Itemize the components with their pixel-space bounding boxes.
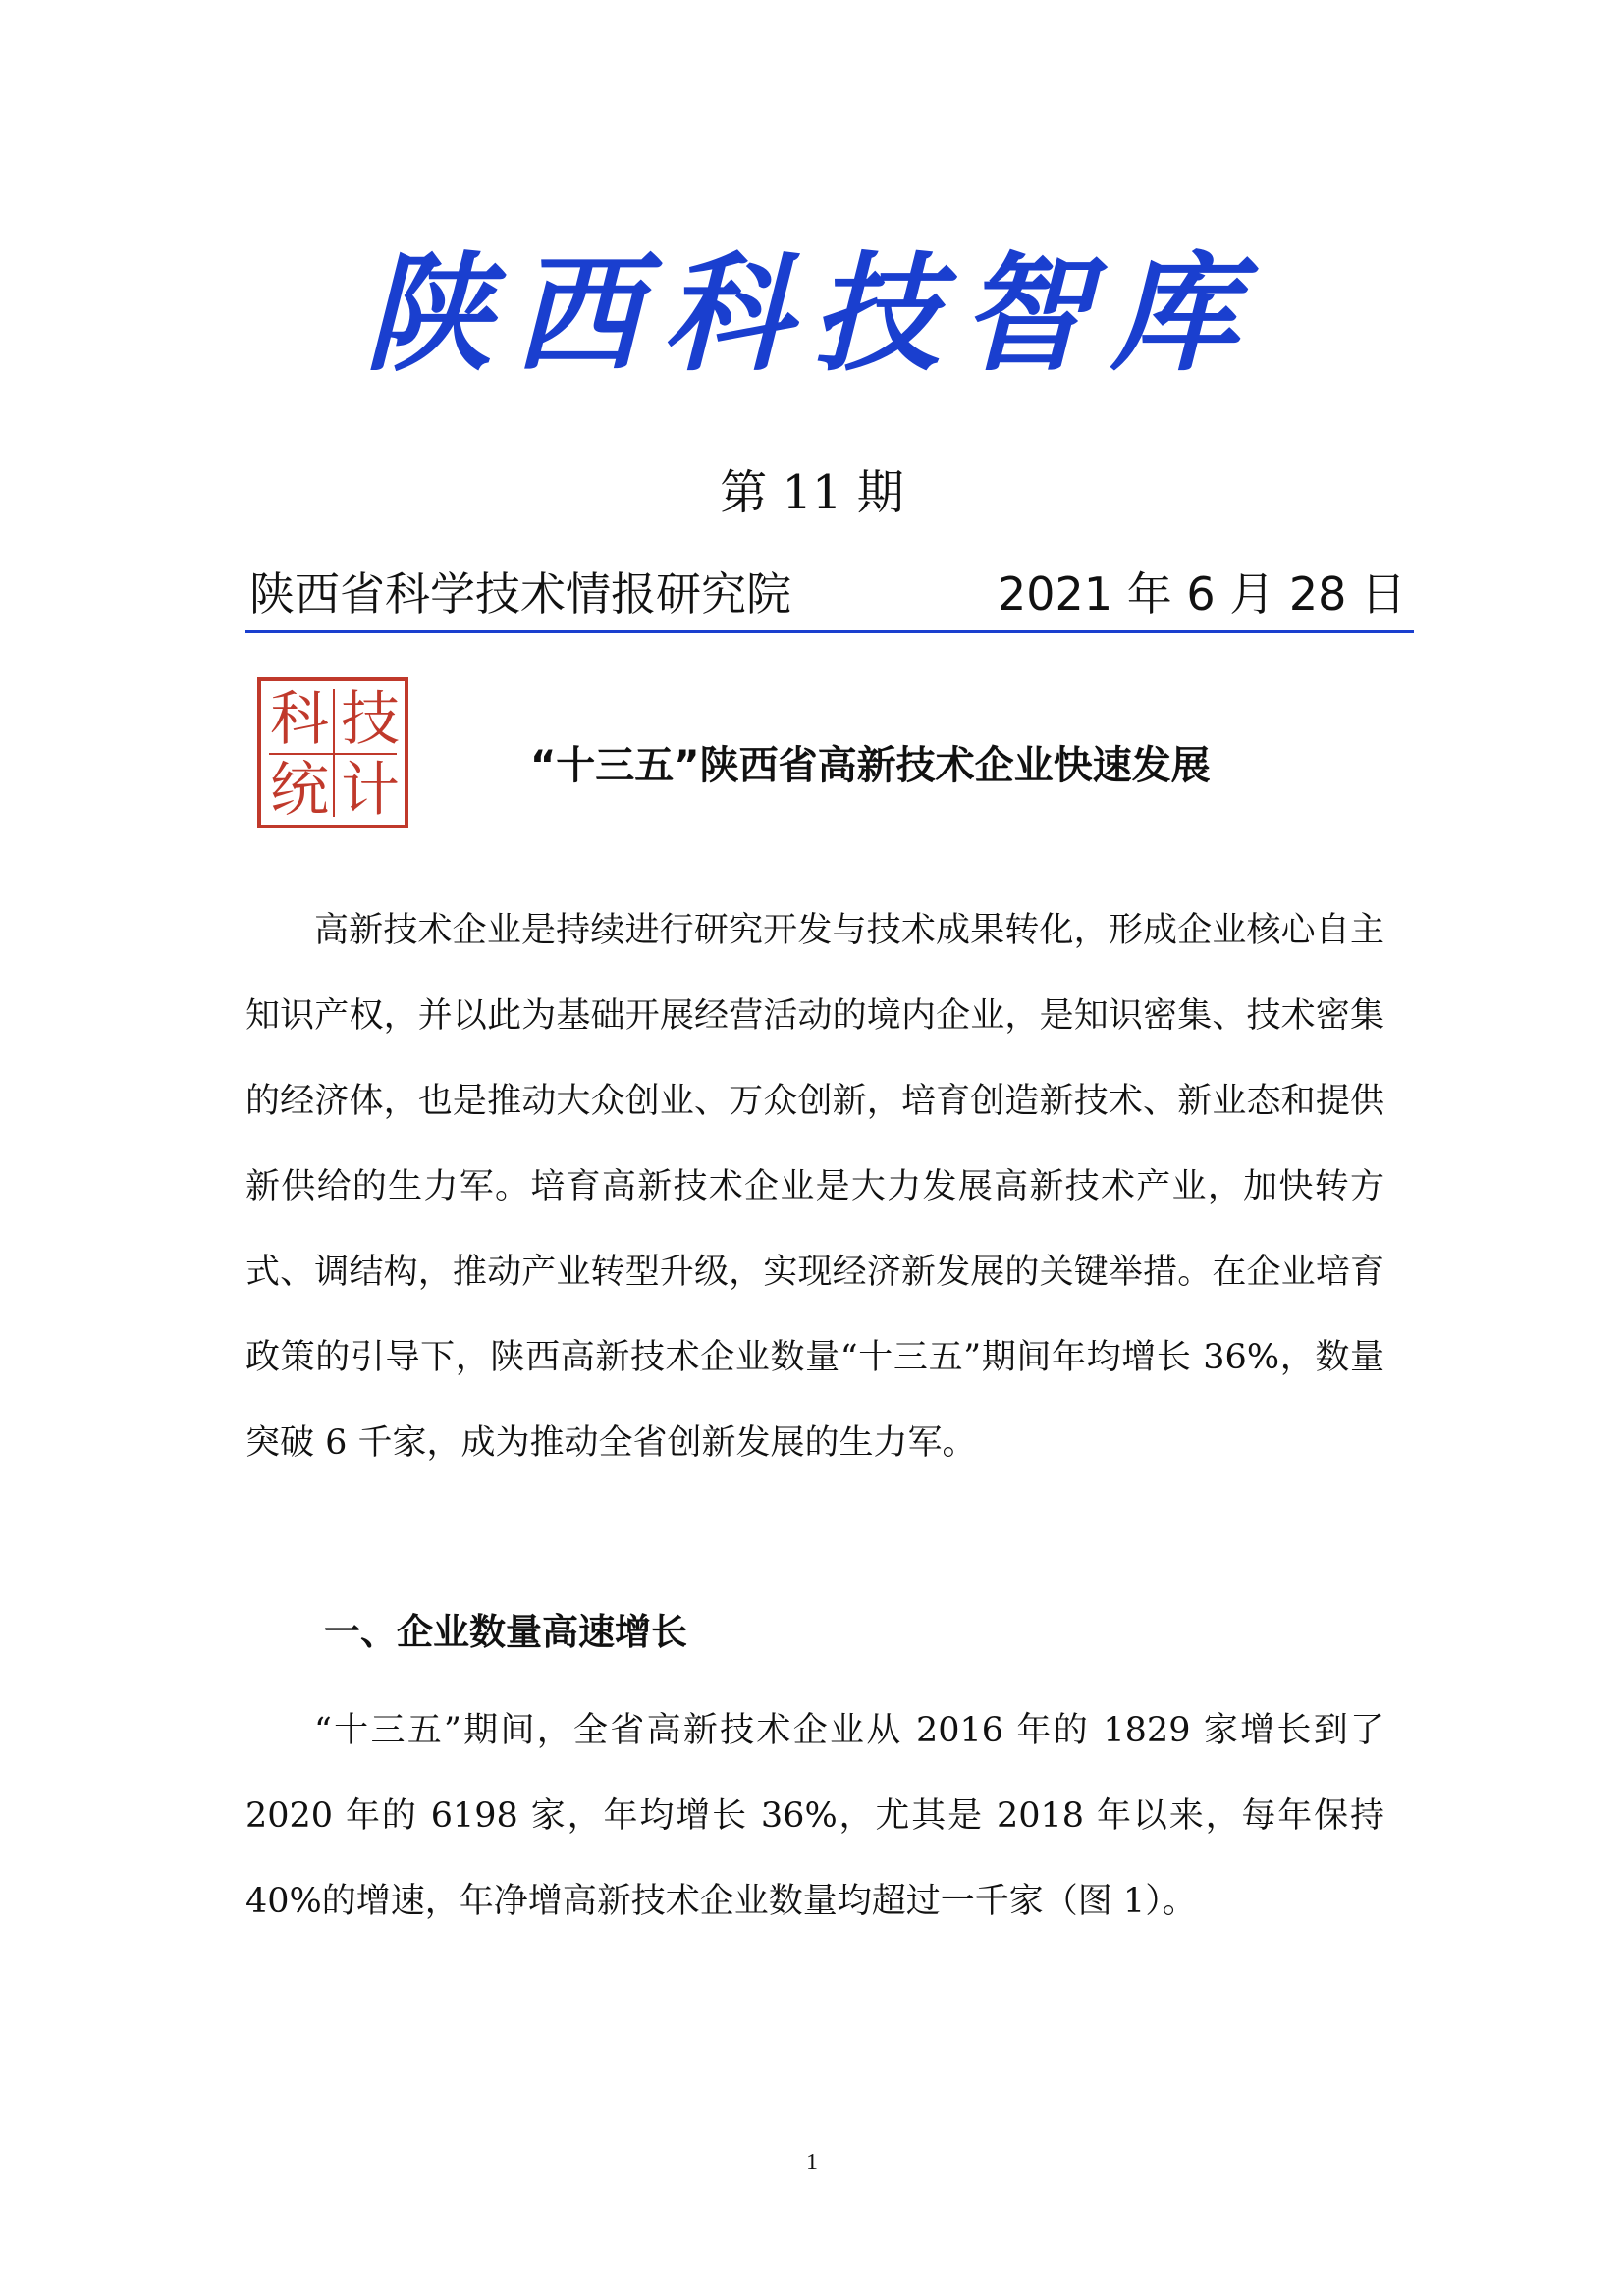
issue-number: 第 11 期 (720, 465, 904, 520)
stamp-char: 计 (341, 756, 400, 825)
body-paragraph-growth: “十三五”期间，全省高新技术企业从 2016 年的 1829 家增长到了 2020 年的 6198 家，年均增长 36%，尤其是 2018 年以来，每年保持 40%的增速，年净增高新技术企业数量均超过一千家（图 1）。 (245, 1711, 1384, 1921)
stamp-char: 技 (341, 685, 400, 754)
stamp-char: 科 (270, 685, 329, 754)
body-paragraph-intro: 高新技术企业是持续进行研究开发与技术成果转化，形成企业核心自主知识产权，并以此为基础开展经营活动的境内企业，是知识密集、技术密集的经济体，也是推动大众创业、万众创新，培育创造新技术、新业态和提供新供给的生力军。培育高新技术企业是大力发展高新技术产业，加快转方式、调结构，推动产业转型升级，实现经济新发展的关键举措。在企业培育政策的引导下，陕西高新技术企业数量“十三五”期间年均增长 36%，数量突破 6 千家，成为推动全省创新发展的生力军。 (245, 911, 1384, 1463)
header-line (245, 564, 1410, 623)
publish-date: 2021 年 6 月 28 日 (998, 567, 1406, 620)
page-number: 1 (806, 2150, 818, 2175)
stamp-char: 统 (270, 756, 329, 825)
header-divider (245, 630, 1414, 633)
tech-statistics-stamp (257, 677, 408, 828)
masthead-title: 陕西科技智库 (363, 239, 1260, 389)
section-heading: 一、企业数量高速增长 (324, 1611, 687, 1653)
organization-name: 陕西省科学技术情报研究院 (249, 567, 791, 620)
article-title: “十三五”陕西省高新技术企业快速发展 (530, 743, 1211, 788)
